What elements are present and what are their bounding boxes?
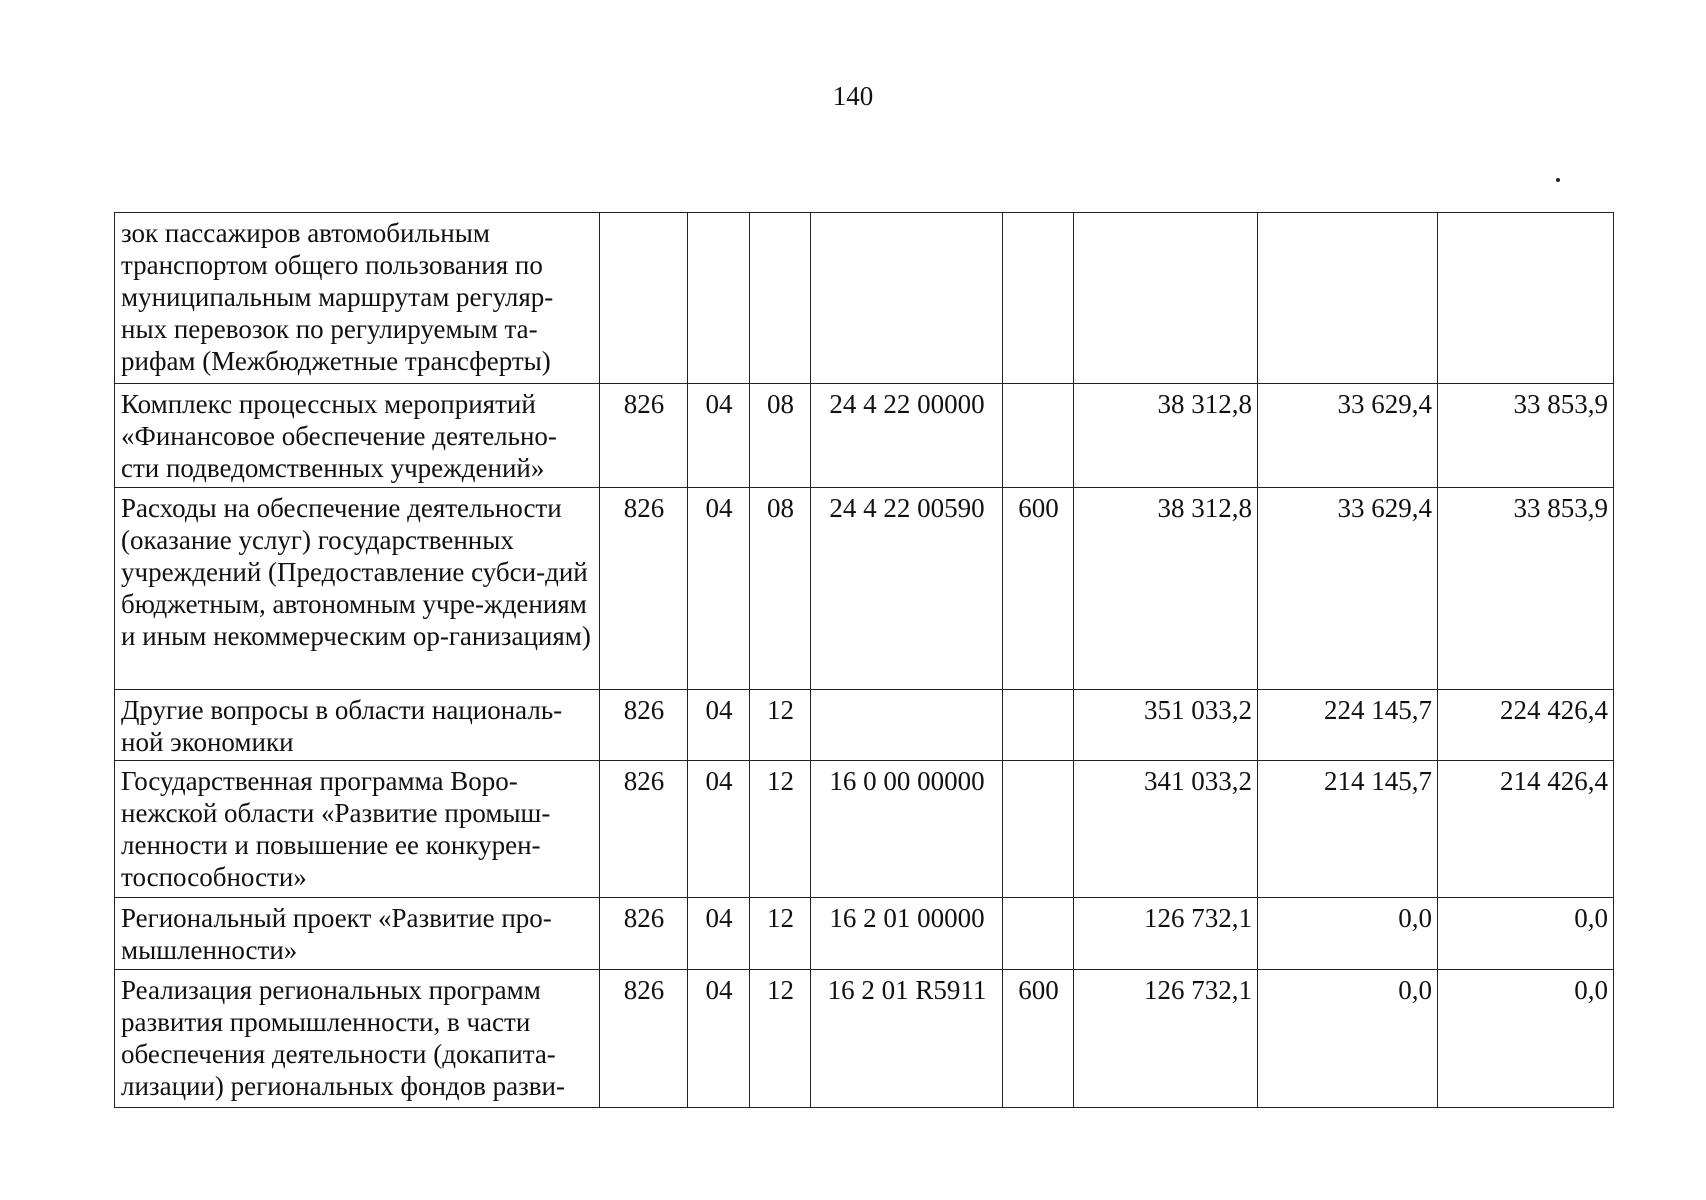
cell-section: 04 (688, 488, 750, 690)
cell-amount-2: 224 145,7 (1258, 690, 1438, 761)
table-row (115, 690, 1614, 761)
cell-subsection: 12 (750, 898, 811, 970)
page-number: 140 (832, 81, 874, 111)
cell-amount-1 (1074, 213, 1258, 384)
row-description: Другие вопросы в области националь-ной экономики (115, 690, 600, 761)
cell-grbs: 826 (600, 384, 688, 488)
cell-target-article: 16 2 01 00000 (811, 898, 1003, 970)
cell-expense-type (1003, 761, 1074, 898)
cell-grbs: 826 (600, 690, 688, 761)
cell-subsection: 12 (750, 690, 811, 761)
cell-expense-type: 600 (1003, 488, 1074, 690)
cell-amount-2: 33 629,4 (1258, 384, 1438, 488)
stray-dot-mark (1556, 178, 1560, 182)
cell-expense-type (1003, 690, 1074, 761)
cell-amount-3: 214 426,4 (1438, 761, 1614, 898)
row-description: Комплекс процессных мероприятий «Финансовое обеспечение деятельно-сти подведомственных учреждений» (115, 384, 600, 488)
table-row (115, 213, 1614, 384)
table-row (115, 898, 1614, 970)
cell-amount-3: 0,0 (1438, 970, 1614, 1108)
cell-subsection (750, 213, 811, 384)
cell-amount-1: 126 732,1 (1074, 970, 1258, 1108)
cell-subsection: 12 (750, 970, 811, 1108)
cell-section: 04 (688, 761, 750, 898)
cell-amount-1: 38 312,8 (1074, 488, 1258, 690)
cell-amount-3: 224 426,4 (1438, 690, 1614, 761)
cell-target-article (811, 690, 1003, 761)
cell-subsection: 08 (750, 384, 811, 488)
cell-expense-type (1003, 213, 1074, 384)
row-description: Реализация региональных программ развития промышленности, в части обеспечения деятельности (докапита-лизации) региональных фондов разви- (115, 970, 600, 1108)
cell-amount-1: 351 033,2 (1074, 690, 1258, 761)
cell-amount-2: 33 629,4 (1258, 488, 1438, 690)
cell-target-article: 24 4 22 00000 (811, 384, 1003, 488)
cell-amount-1: 38 312,8 (1074, 384, 1258, 488)
cell-amount-2: 0,0 (1258, 898, 1438, 970)
cell-target-article: 16 0 00 00000 (811, 761, 1003, 898)
table-row (115, 384, 1614, 488)
cell-grbs: 826 (600, 761, 688, 898)
cell-amount-3 (1438, 213, 1614, 384)
table-row (115, 761, 1614, 898)
cell-section: 04 (688, 970, 750, 1108)
cell-target-article: 16 2 01 R5911 (811, 970, 1003, 1108)
cell-section (688, 213, 750, 384)
budget-table (114, 212, 1614, 1108)
row-description: зок пассажиров автомобильным транспортом общего пользования по муниципальным маршрутам регуляр-ных перевозок по регулируемым та-рифам (Межбюджетные трансферты) (115, 213, 600, 384)
cell-target-article: 24 4 22 00590 (811, 488, 1003, 690)
cell-section: 04 (688, 690, 750, 761)
cell-section: 04 (688, 384, 750, 488)
cell-section: 04 (688, 898, 750, 970)
cell-subsection: 08 (750, 488, 811, 690)
cell-amount-1: 341 033,2 (1074, 761, 1258, 898)
cell-subsection: 12 (750, 761, 811, 898)
cell-expense-type (1003, 384, 1074, 488)
row-description: Региональный проект «Развитие про-мышленности» (115, 898, 600, 970)
cell-grbs: 826 (600, 488, 688, 690)
cell-amount-1: 126 732,1 (1074, 898, 1258, 970)
row-description: Расходы на обеспечение деятельности (оказание услуг) государственных учреждений (Предоставление субси-дий бюджетным, автономным учре-ждениям и иным некоммерческим ор-ганизациям) (115, 488, 600, 690)
cell-target-article (811, 213, 1003, 384)
cell-grbs: 826 (600, 898, 688, 970)
table-row (115, 970, 1614, 1108)
cell-amount-2: 214 145,7 (1258, 761, 1438, 898)
cell-amount-2: 0,0 (1258, 970, 1438, 1108)
row-description: Государственная программа Воро-нежской области «Развитие промыш-ленности и повышение ее конкурен-тоспособности» (115, 761, 600, 898)
cell-expense-type: 600 (1003, 970, 1074, 1108)
cell-amount-2 (1258, 213, 1438, 384)
table-row (115, 488, 1614, 690)
cell-amount-3: 33 853,9 (1438, 384, 1614, 488)
cell-grbs: 826 (600, 970, 688, 1108)
cell-expense-type (1003, 898, 1074, 970)
cell-amount-3: 33 853,9 (1438, 488, 1614, 690)
cell-grbs (600, 213, 688, 384)
cell-amount-3: 0,0 (1438, 898, 1614, 970)
